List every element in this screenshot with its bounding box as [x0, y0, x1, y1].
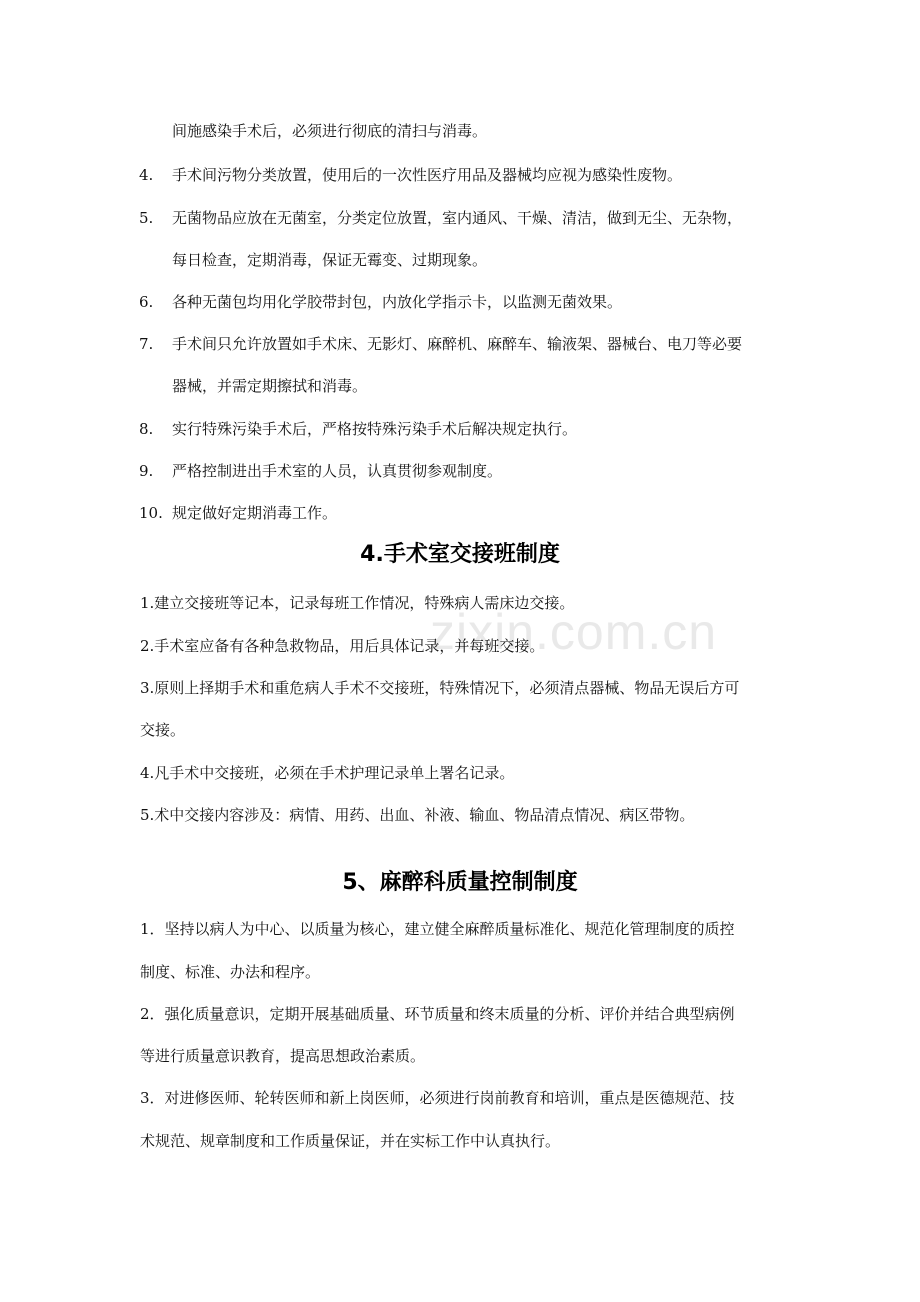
list-item-text: 手术间污物分类放置，使用后的一次性医疗用品及器械均应视为感染性废物。 — [172, 166, 683, 184]
section-5-line: 2．强化质量意识，定期开展基础质量、环节质量和终末质量的分析、评价并结合典型病例 — [140, 1005, 735, 1023]
list-item-number: 8. — [139, 420, 154, 438]
list-item-number: 5. — [139, 209, 154, 227]
section-4-line: 4.凡手术中交接班，必须在手术护理记录单上署名记录。 — [140, 764, 515, 782]
list-item-number: 7. — [139, 335, 154, 353]
list-item-number: 6. — [139, 293, 154, 311]
list-item-text: 每日检查，定期消毒，保证无霉变、过期现象。 — [172, 251, 488, 269]
list-item-text: 无菌物品应放在无菌室，分类定位放置，室内通风、干燥、清洁，做到无尘、无杂物， — [172, 209, 743, 227]
section-5-line: 3．对进修医师、轮转医师和新上岗医师，必须进行岗前教育和培训，重点是医德规范、技 — [140, 1089, 735, 1107]
list-item-text: 规定做好定期消毒工作。 — [172, 504, 338, 522]
section-4-line: 交接。 — [140, 721, 186, 739]
section-5-line: 等进行质量意识教育，提高思想政治素质。 — [140, 1047, 426, 1065]
section-5-line: 1．坚持以病人为中心、以质量为核心，建立健全麻醉质量标准化、规范化管理制度的质控 — [140, 920, 735, 938]
list-item-text: 各种无菌包均用化学胶带封包，内放化学指示卡，以监测无菌效果。 — [172, 293, 623, 311]
section-4-title: 4.手术室交接班制度 — [360, 542, 560, 567]
list-item-number: 4. — [139, 166, 154, 184]
list-item-text: 器械，并需定期擦拭和消毒。 — [172, 377, 368, 395]
section-5-title: 5、麻醉科质量控制制度 — [342, 870, 578, 895]
section-5-line: 制度、标准、办法和程序。 — [140, 963, 321, 981]
list-item-text: 实行特殊污染手术后，严格按特殊污染手术后解决规定执行。 — [172, 420, 578, 438]
section-4-line: 5.术中交接内容涉及：病情、用药、出血、补液、输血、物品清点情况、病区带物。 — [140, 806, 695, 824]
list-item-text: 间施感染手术后，必须进行彻底的清扫与消毒。 — [172, 122, 488, 140]
list-item-number: 10. — [139, 504, 163, 522]
watermark: zixin.com.cn — [430, 604, 718, 660]
list-item-text: 手术间只允许放置如手术床、无影灯、麻醉机、麻醉车、输液架、器械台、电刀等必要 — [172, 335, 743, 353]
section-4-line: 3.原则上择期手术和重危病人手术不交接班，特殊情况下，必须清点器械、物品无误后方可 — [140, 679, 740, 697]
section-4-line: 1.建立交接班等记本，记录每班工作情况，特殊病人需床边交接。 — [140, 594, 575, 612]
list-item-number: 9. — [139, 462, 154, 480]
section-4-line: 2.手术室应备有各种急救物品，用后具体记录，并每班交接。 — [140, 637, 545, 655]
section-5-line: 术规范、规章制度和工作质量保证，并在实标工作中认真执行。 — [140, 1132, 561, 1150]
list-item-text: 严格控制进出手术室的人员，认真贯彻参观制度。 — [172, 462, 503, 480]
